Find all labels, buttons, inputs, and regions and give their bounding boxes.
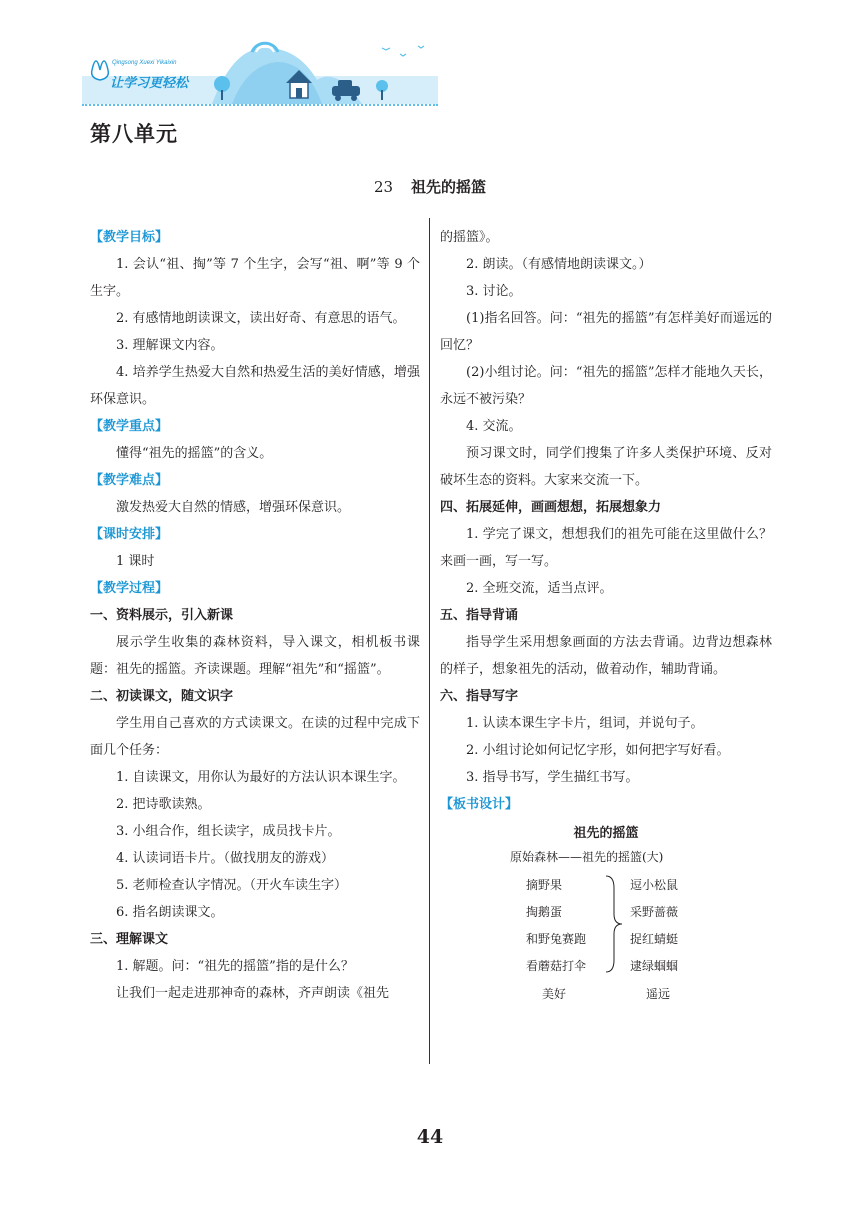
step-2: 2. 朗读。（有感情地朗读课文。） [466,257,652,272]
process-tag: 【教学过程】 [90,581,169,596]
board-tag: 【板书设计】 [440,797,519,812]
logo-text: 让学习更轻松 [110,76,189,91]
step-4-text: 预习课文时，同学们搜集了许多人类保护环境、反对破坏生态的资料。大家来交流一下。 [440,446,772,488]
section-2-item-5: 5. 老师检查认字情况。（开火车读生字） [116,878,348,893]
key-tag: 【教学重点】 [90,419,169,434]
section-2-title: 二、初读课文，随文识字 [90,689,234,704]
lesson-number: 23 [373,178,394,196]
board-left-item: 掏鹅蛋 [526,905,563,919]
continued-text: 的摇篮》。 [440,230,499,245]
difficulty-tag: 【教学难点】 [90,473,169,488]
section-4-title: 四、拓展延伸，画画想想，拓展想象力 [440,500,662,515]
section-6-item-1: 1. 认读本课生字卡片，组词，并说句子。 [466,716,704,731]
lesson-name: 祖先的摇篮 [411,178,487,196]
left-column [90,224,420,1007]
section-4-item-1: 1. 学完了课文，想想我们的祖先可能在这里做什么？来画一画，写一写。 [440,527,772,569]
time-tag: 【课时安排】 [90,527,169,542]
board-left-item: 看蘑菇打伞 [526,959,587,973]
board-design [440,818,772,1038]
section-6-item-3: 3. 指导书写，学生描红书写。 [466,770,639,785]
goal-1: 1. 会认“祖、掏”等 7 个生字，会写“祖、啊”等 9 个生字。 [90,257,420,299]
section-6-title: 六、指导写字 [440,689,519,704]
header-divider [82,104,438,106]
board-right-item: 捉红蜻蜓 [630,932,679,946]
board-bottom-left: 美好 [542,987,567,1001]
section-2-item-2: 2. 把诗歌读熟。 [116,797,211,812]
step-3-1: (1)指名回答。问：“祖先的摇篮”有怎样美好而遥远的回忆？ [440,311,772,353]
section-3-title: 三、理解课文 [90,932,169,947]
section-2-text: 学生用自己喜欢的方式读课文。在读的过程中完成下面几个任务： [90,716,420,758]
step-4: 4. 交流。 [466,419,522,434]
step-3-2: (2)小组讨论。问：“祖先的摇篮”怎样才能地久天长，永远不被污染？ [440,365,772,407]
header-banner [82,40,438,104]
board-title: 祖先的摇篮 [573,826,639,841]
step-3: 3. 讨论。 [466,284,522,299]
board-left-item: 和野兔赛跑 [526,932,587,946]
section-6-item-2: 2. 小组讨论如何记忆字形，如何把字写好看。 [466,743,730,758]
section-3-item-1: 1. 解题。问：“祖先的摇篮”指的是什么？ [116,959,354,974]
logo-small-text: Qingsong Xuexi Yikaixin [112,60,177,66]
goal-3: 3. 理解课文内容。 [116,338,224,353]
section-5-title: 五、指导背诵 [440,608,519,623]
board-brace [602,874,626,974]
board-bottom-right: 遥远 [646,987,671,1001]
board-right-item: 逗小松鼠 [630,878,679,892]
section-4-item-2: 2. 全班交流，适当点评。 [466,581,613,596]
section-2-item-4: 4. 认读词语卡片。（做找朋友的游戏） [116,851,335,866]
board-right-item: 逮绿蝈蝈 [630,959,679,973]
unit-title: 第八单元 [90,122,178,146]
section-2-item-1: 1. 自读课文，用你认为最好的方法认识本课生字。 [116,770,406,785]
right-column [440,224,772,1038]
key-text: 懂得“祖先的摇篮”的含义。 [116,446,273,461]
goals-tag: 【教学目标】 [90,230,169,245]
board-subtitle: 原始森林——祖先的摇篮(大) [510,850,664,864]
goal-4: 4. 培养学生热爱大自然和热爱生活的美好情感，增强环保意识。 [90,365,420,407]
difficulty-text: 激发热爱大自然的情感，增强环保意识。 [116,500,351,515]
goal-2: 2. 有感情地朗读课文，读出好奇、有意思的语气。 [116,311,406,326]
section-2-item-6: 6. 指名朗读课文。 [116,905,224,920]
column-divider [429,218,430,1064]
board-left-item: 摘野果 [526,878,563,892]
lesson-title [0,176,860,197]
page-number: 44 [416,1126,444,1148]
section-5-text: 指导学生采用想象画面的方法去背诵。边背边想森林的样子，想象祖先的活动，做着动作，辅助背诵。 [440,635,772,677]
board-right-item: 采野蔷薇 [630,905,679,919]
section-1-text: 展示学生收集的森林资料，导入课文，相机板书课题：祖先的摇篮。齐读课题。理解“祖先”和“摇篮”。 [90,635,420,677]
section-2-item-3: 3. 小组合作，组长读字，成员找卡片。 [116,824,341,839]
time-text: 1 课时 [116,554,155,569]
section-1-title: 一、资料展示，引入新课 [90,608,234,623]
section-3-text: 让我们一起走进那神奇的森林，齐声朗读《祖先 [116,986,390,1001]
